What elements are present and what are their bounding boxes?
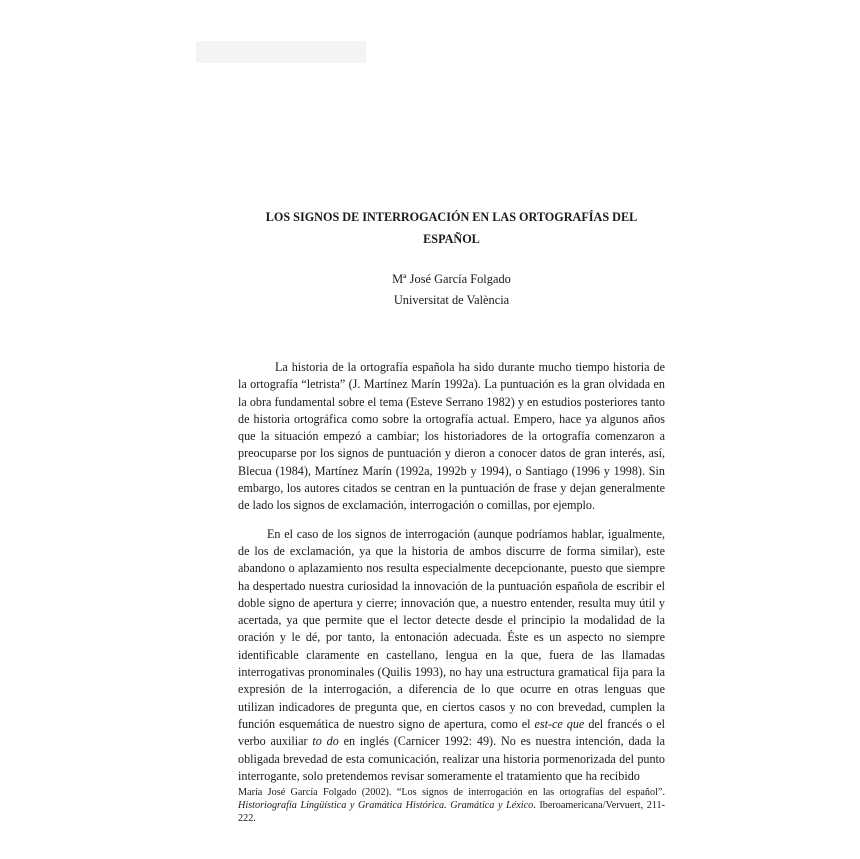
header-blank-box [196,41,366,63]
paper-title-line-2: ESPAÑOL [423,232,480,246]
author-name: Mª José García Folgado [392,272,511,286]
paragraph-2-text-2: del francés o el verbo auxiliar [238,716,665,749]
paragraph-2-text-1: En el caso de los signos de interrogación (aunque podríamos hablar, igualmente, de los de exclamación, ya que la historia de ambos discurre de forma similar), este abandono o aplazamiento nos resulta especialmente decepcionante, puesto que siempre ha despertado nuestra curiosidad la innovación de la puntuación española de escribir el doble signo de apertura y cierre; innovación que, a nuestro entender, resulta muy útil y acertada, ya que permite que el lector detecte desde el principio la modalidad de la oración y le dé, por tanto, la entonación adecuada. Éste es un aspecto no siempre identificable claramente en castellano, lengua en la que, fuera de las llamadas interrogativas pronominales (Quilis 1993), no hay una estructura gramatical fija para la expresión de la interrogación, a diferencia de lo que ocurre en otras lenguas que utilizan indicadores de pregunta que, en ciertos casos y no con brevedad, cumplen la función esquemática de nuestro signo de apertura, como el [238,526,665,731]
footnote-italic: Historiografía Lingüística y Gramática Histórica. Gramática y Léxico [238,800,534,811]
body-text [238,359,665,785]
footnote-text-1: María José García Folgado (2002). “Los signos de interrogación en las ortografías del español”. [238,787,665,798]
paragraph-2 [238,526,665,785]
paper-title-line-1: LOS SIGNOS DE INTERROGACIÓN EN LAS ORTOGRAFÍAS DEL [265,210,638,224]
paragraph-1: La historia de la ortografía española ha sido durante mucho tiempo historia de la ortografía “letrista” (J. Martínez Marín 1992a). La puntuación es la gran olvidada en la obra fundamental sobre el tema (Esteve Serrano 1982) y en estudios posteriores tanto de historia ortográfica como sobre la ortografía actual. Empero, hace ya algunos años que la situación empezó a cambiar; los historiadores de la ortografía comenzaron a preocuparse por los signos de puntuación y dieron a conocer datos de gran interés, así, Blecua (1984), Martínez Marín (1992a, 1992b y 1994), o Santiago (1996 y 1998). Sin embargo, los autores citados se centran en la puntuación de frase y dejan generalmente de lado los signos de exclamación, interrogación o comillas, por ejemplo. [238,360,665,513]
author-affiliation: Universitat de València [393,293,510,307]
paragraph-2-italic-2: to do [312,734,339,749]
footnote-text-2: . Iberoamericana/Vervuert, 211-222. [238,800,665,824]
paragraph-2-text-3: en inglés (Carnicer 1992: 49). No es nuestra intención, dada la obligada brevedad de esta comunicación, realizar una historia pormenorizada del punto interrogante, solo pretendemos revisar someramente el tratamiento que ha recibido [238,734,665,783]
paragraph-2-italic-1: est-ce que [534,716,585,731]
citation-footnote [238,786,665,825]
